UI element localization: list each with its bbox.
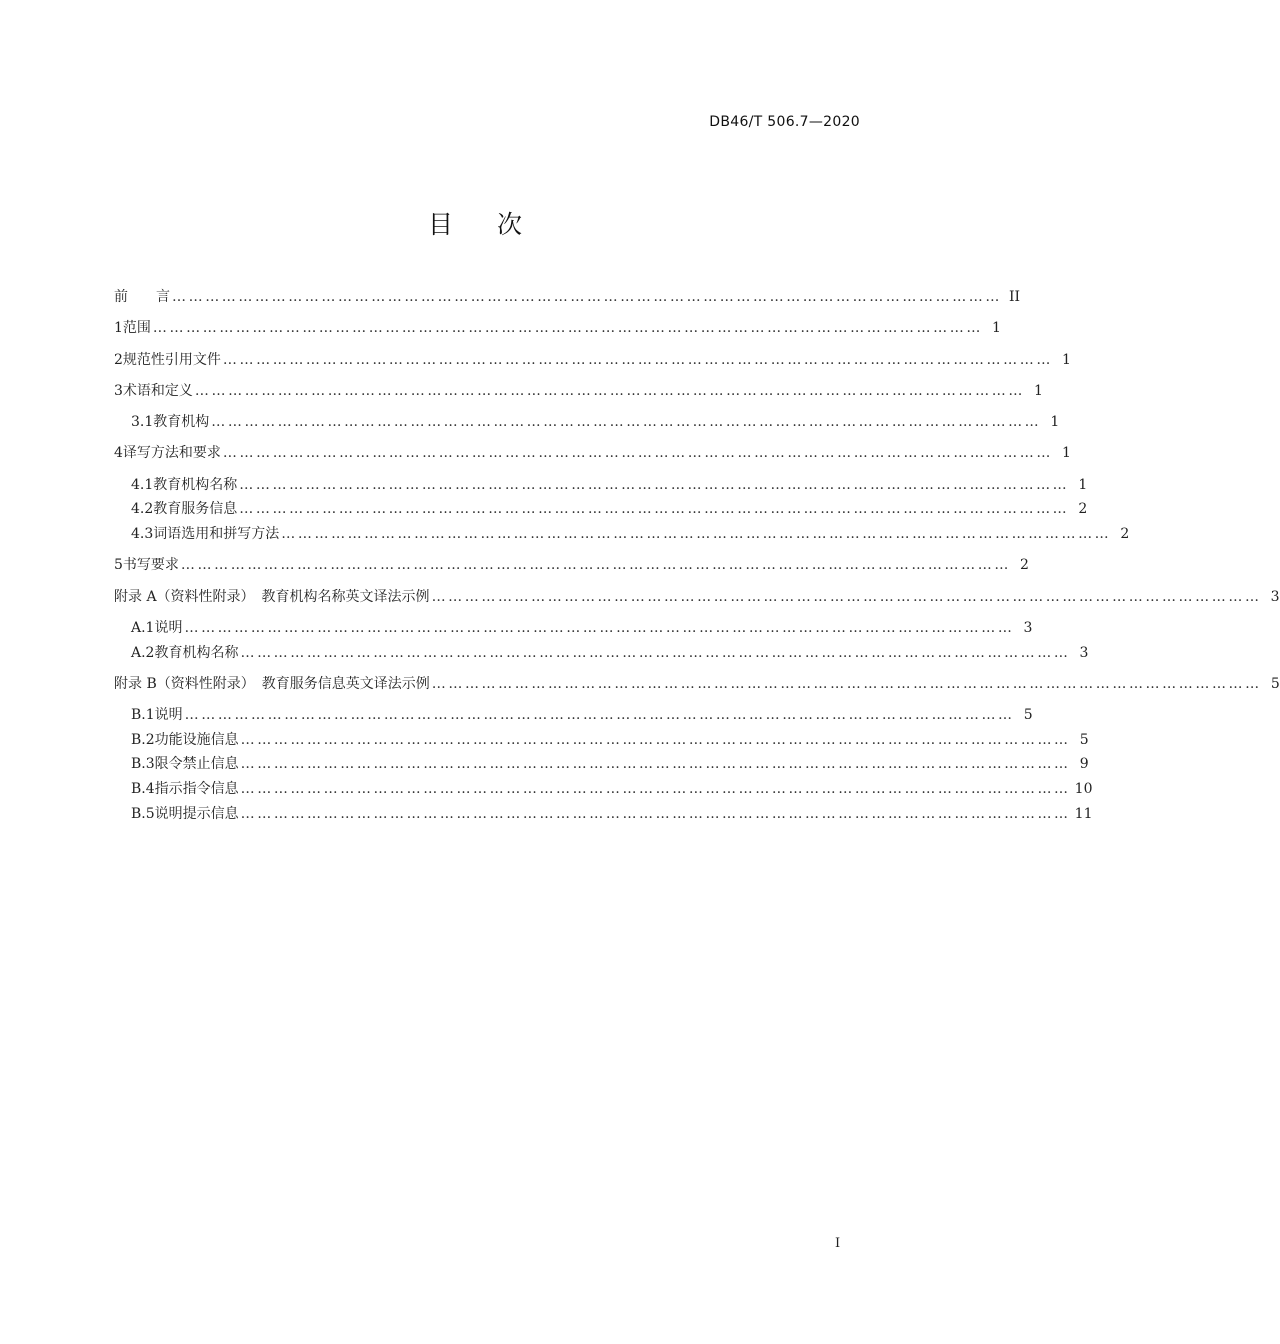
toc-entry-label: 说明 [154,707,183,723]
toc-entry-label: 范围 [122,320,151,336]
toc-entry-number: B.3 [131,756,155,772]
toc-leader-dots: …………………………………………………………………………………………………………………………………… [240,806,1071,822]
toc-entry-page: 5 [1023,707,1033,723]
toc-leader-dots: …………………………………………………………………………………………………………………………………… [180,557,1011,573]
toc-entry-label: 教育机构名称 [154,645,239,661]
toc-entry-b-4[interactable] [131,779,1093,799]
toc-entry-b-1[interactable] [131,705,1033,725]
toc-entry-3-1[interactable] [131,412,1060,432]
toc-entry-foreword[interactable] [114,287,1020,307]
toc-entry-4-2[interactable] [131,499,1088,519]
toc-entry-number: 2 [114,352,123,368]
page-number: I [835,1236,841,1251]
toc-entry-4[interactable] [114,443,1071,463]
toc-entry-b-3[interactable] [131,754,1089,774]
toc-entry-page: 1 [1062,445,1071,461]
toc-entry-number: 4.1 [131,477,154,493]
toc-leader-dots: …………………………………………………………………………………………………………………………………… [222,445,1053,461]
toc-leader-dots: …………………………………………………………………………………………………………………………………… [239,477,1070,493]
toc-entry-label: 附录 A（资料性附录） 教育机构名称英文译法示例 [114,589,430,605]
toc-entry-page: 1 [1050,414,1060,430]
toc-entry-page: 10 [1074,781,1093,797]
toc-leader-dots: …………………………………………………………………………………………………………………………………… [184,620,1015,636]
toc-entry-page: 2 [1020,557,1029,573]
toc-entry-number: 3.1 [131,414,154,430]
toc-entry-number: B.2 [131,732,155,748]
toc-entry-page: 11 [1074,806,1093,822]
toc-entry-3[interactable] [114,381,1043,401]
toc-entry-label: 说明提示信息 [154,806,239,822]
document-code: DB46/T 506.7—2020 [709,114,860,130]
toc-entry-number: 4.3 [131,526,154,542]
toc-entry-appendix-b[interactable] [114,674,1280,694]
toc-entry-4-1[interactable] [131,475,1088,495]
toc-entry-4-3[interactable] [131,524,1130,544]
toc-entry-label: 教育机构 [153,414,210,430]
toc-entry-number: 1 [114,320,123,336]
toc-entry-label: 教育服务信息 [153,501,238,517]
toc-entry-number: B.1 [131,707,155,723]
toc-leader-dots: …………………………………………………………………………………………………………………………………… [431,589,1262,605]
toc-entry-number: 4.2 [131,501,154,517]
toc-entry-label: 功能设施信息 [154,732,239,748]
toc-leader-dots: …………………………………………………………………………………………………………………………………… [240,781,1071,797]
toc-title: 目次 [427,210,566,239]
toc-leader-dots: …………………………………………………………………………………………………………………………………… [184,707,1015,723]
toc-entry-number: 3 [114,383,123,399]
toc-entry-page: 1 [1034,383,1043,399]
toc-entry-1[interactable] [114,318,1001,338]
toc-entry-label: 教育机构名称 [153,477,238,493]
toc-leader-dots: …………………………………………………………………………………………………………………………………… [240,645,1071,661]
toc-entry-label: 书写要求 [122,557,179,573]
toc-entry-label: 词语选用和拼写方法 [153,526,280,542]
toc-entry-page: 2 [1078,501,1088,517]
toc-entry-label: 附录 B（资料性附录） 教育服务信息英文译法示例 [114,676,430,692]
toc-entry-number: 4 [114,445,123,461]
toc-leader-dots: …………………………………………………………………………………………………………………………………… [431,676,1262,692]
toc-entry-page: 5 [1079,732,1089,748]
toc-entry-number: A.1 [131,620,155,636]
toc-entry-page: 5 [1270,676,1280,692]
toc-entry-5[interactable] [114,555,1029,575]
toc-entry-b-5[interactable] [131,804,1093,824]
toc-leader-dots: …………………………………………………………………………………………………………………………………… [281,526,1112,542]
toc-entry-page: 3 [1079,645,1089,661]
toc-entry-label: 译写方法和要求 [122,445,221,461]
toc-entry-number: B.5 [131,806,155,822]
toc-entry-page: 3 [1270,589,1280,605]
toc-entry-a-2[interactable] [131,643,1089,663]
toc-leader-dots: …………………………………………………………………………………………………………………………………… [239,501,1070,517]
toc-leader-dots: …………………………………………………………………………………………………………………………………… [194,383,1025,399]
toc-leader-dots: …………………………………………………………………………………………………………………………………… [240,756,1071,772]
toc-leader-dots: …………………………………………………………………………………………………………………………………… [222,352,1053,368]
toc-entry-page: 3 [1023,620,1033,636]
toc-entry-label: 术语和定义 [122,383,193,399]
toc-entry-page: II [1008,289,1020,305]
toc-entry-a-1[interactable] [131,618,1033,638]
toc-entry-page: 2 [1120,526,1130,542]
toc-entry-page: 1 [1062,352,1071,368]
toc-entry-label: 限令禁止信息 [154,756,239,772]
toc-entry-label: 指示指令信息 [154,781,239,797]
toc-leader-dots: …………………………………………………………………………………………………………………………………… [240,732,1071,748]
toc-entry-label: 前 言 [114,289,170,305]
toc-entry-appendix-a[interactable] [114,587,1280,607]
toc-entry-label: 说明 [154,620,183,636]
toc-entry-page: 1 [1078,477,1088,493]
toc-leader-dots: …………………………………………………………………………………………………………………………………… [152,320,983,336]
toc-entry-label: 规范性引用文件 [122,352,221,368]
toc-entry-number: B.4 [131,781,155,797]
toc-entry-page: 9 [1079,756,1089,772]
toc-entry-number: A.2 [131,645,155,661]
toc-entry-number: 5 [114,557,123,573]
toc-entry-page: 1 [992,320,1001,336]
toc-leader-dots: …………………………………………………………………………………………………………………………………… [172,289,1002,305]
toc-leader-dots: …………………………………………………………………………………………………………………………………… [211,414,1042,430]
toc-entry-2[interactable] [114,350,1071,370]
toc-entry-b-2[interactable] [131,730,1089,750]
